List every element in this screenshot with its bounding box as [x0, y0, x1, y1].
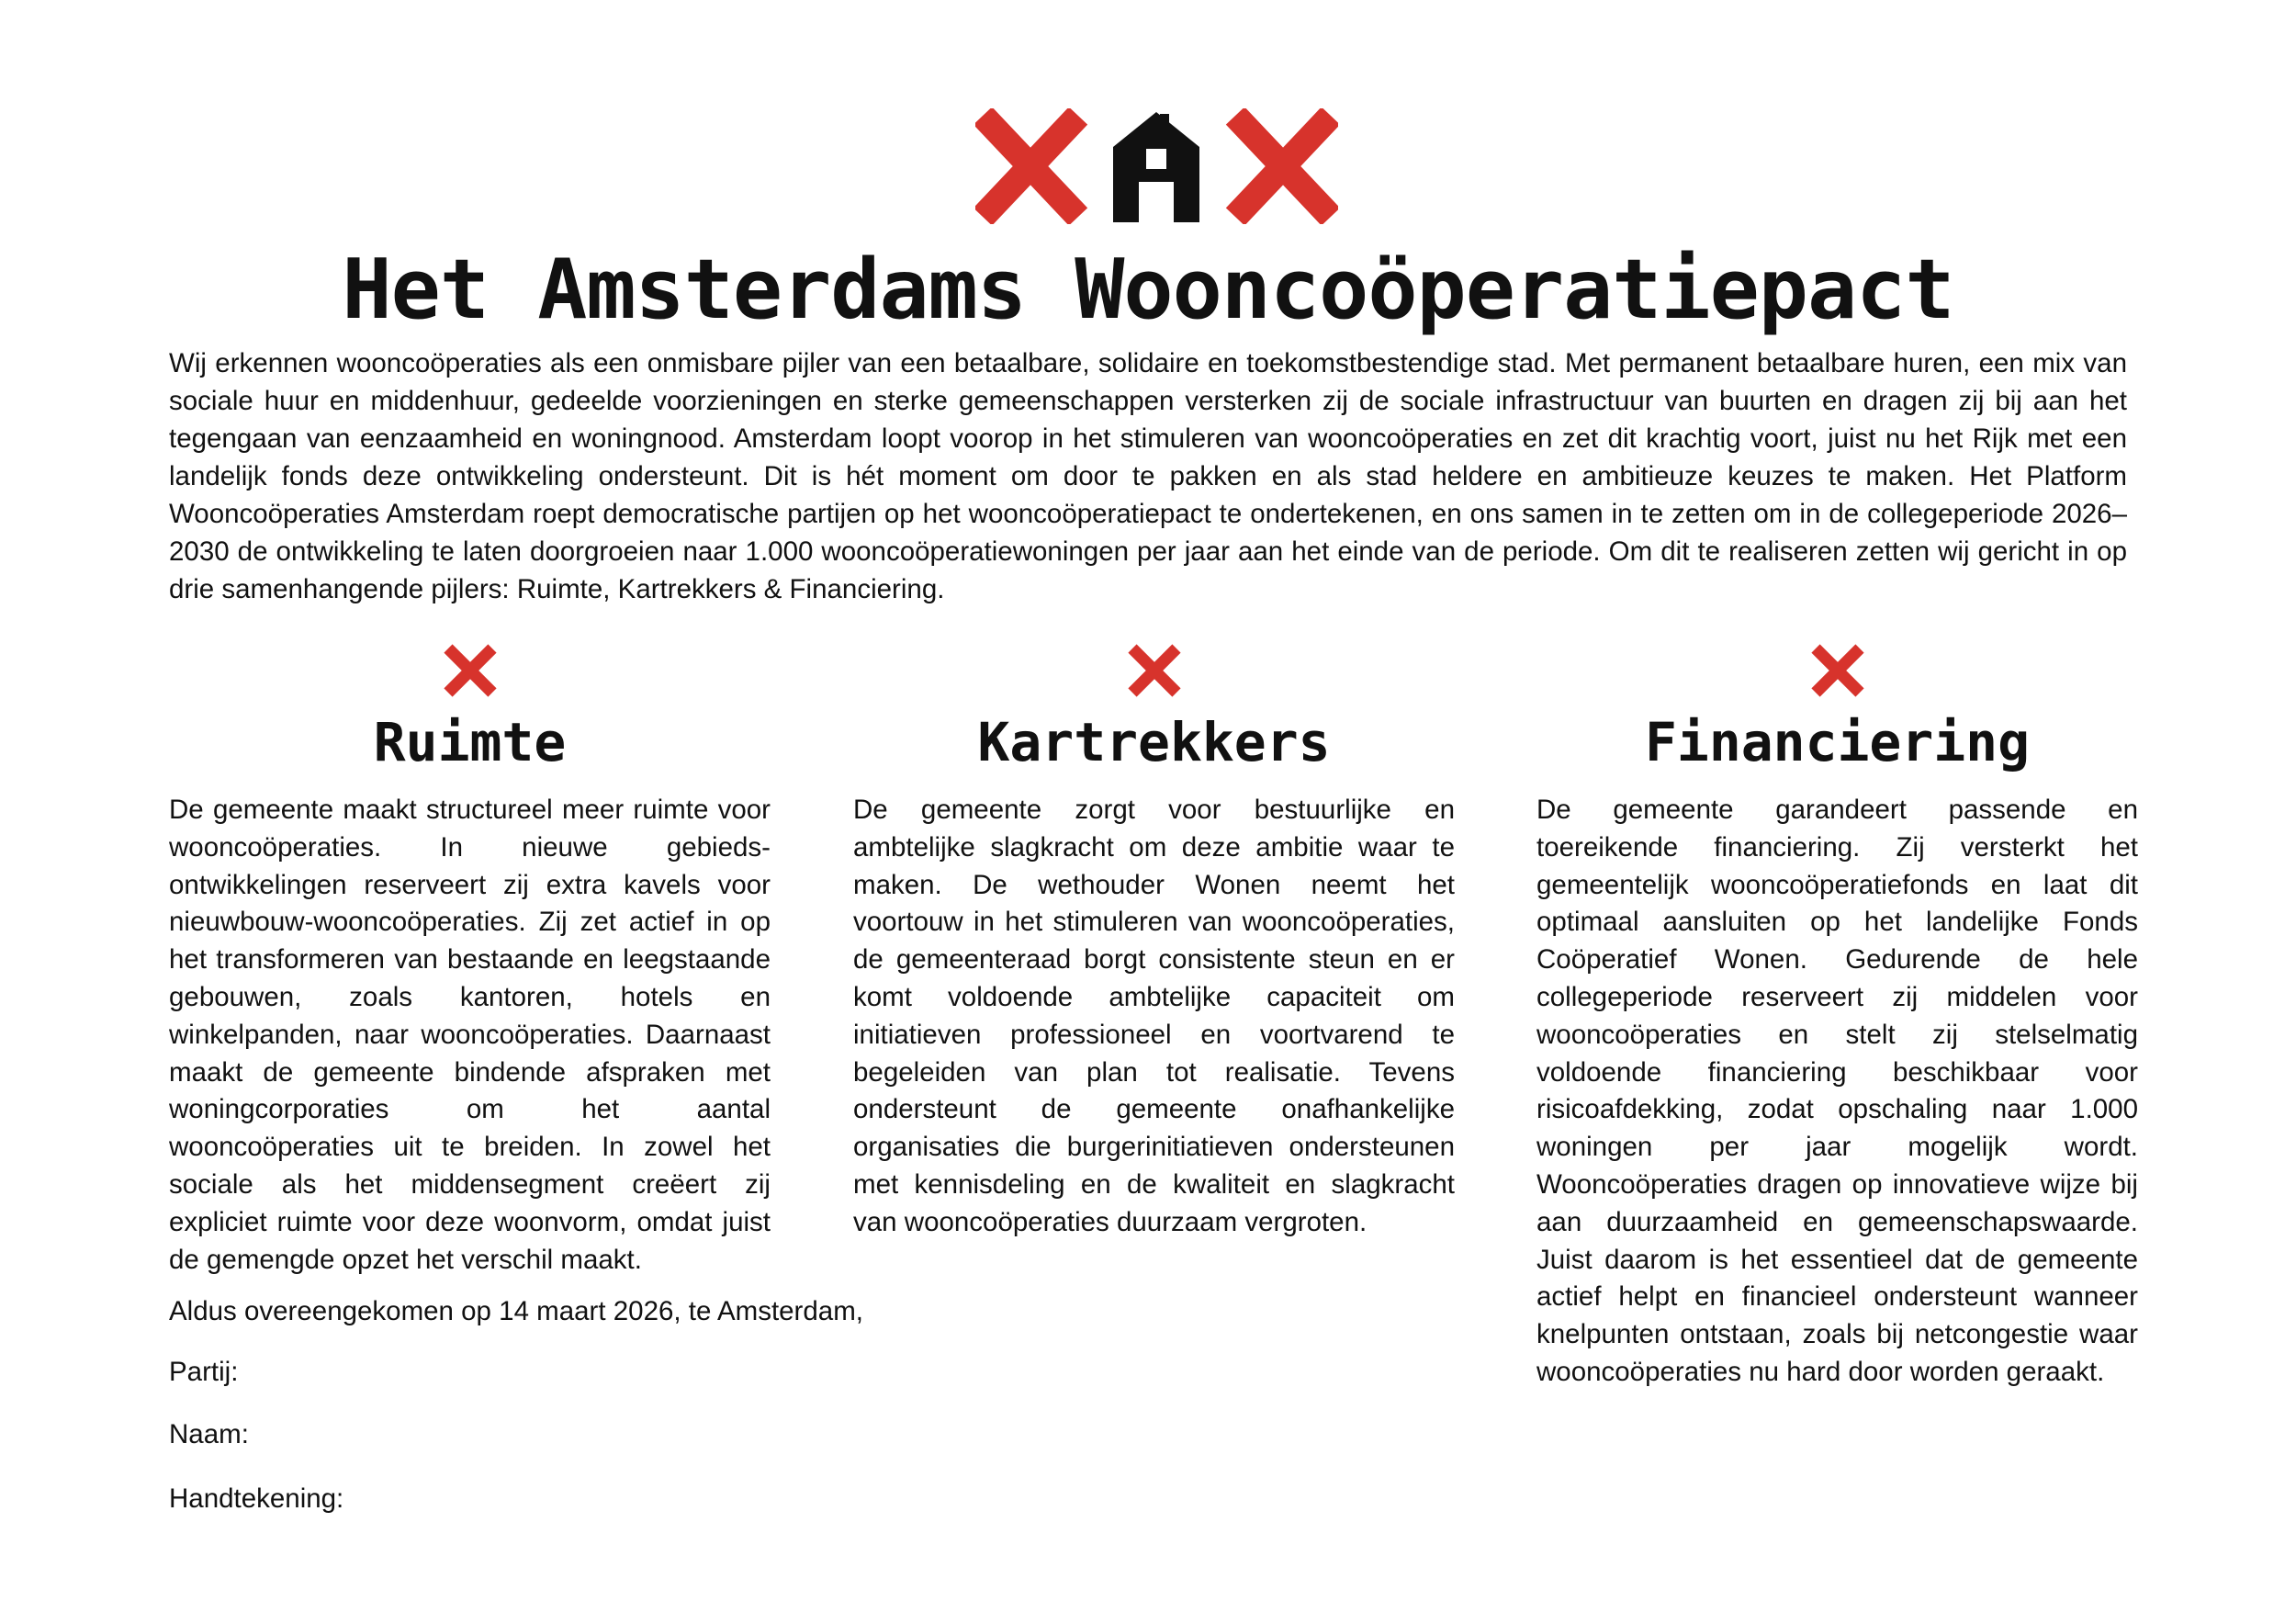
pillar-body: De gemeente garandeert passende en toereikende financiering. Zij versterkt het gemeentelijk wooncoöperatiefonds en laat dit optimaal aansluiten op het landelijke Fonds Coöperatief Wonen. Gedurende de hele collegeperiode reserveert zij middelen voor wooncoöperaties en stelt zij stelselmatig voldoende financiering beschikbaar voor risicoafdekking, zodat opschaling naar 1.000 woningen per jaar mogelijk wordt. Wooncoöperaties dragen op innovatieve wijze bij aan duurzaamheid en gemeenschapswaarde. Juist daarom is het essentieel dat de gemeente actief helpt en financieel ondersteunt wanneer knelpunten ontstaan, zoals bij netcongestie waar wooncoöperaties nu hard door worden geraakt.	[1536, 795, 2138, 1387]
pillar-body: De gemeente zorgt voor bestuurlijke en ambtelijke slagkracht om deze ambitie waar te maken. De wethouder Wonen neemt het voortouw in het stimuleren van wooncoöperaties, de gemeenteraad borgt consistente steun en er komt voldoende ambtelijke capaciteit om initiatieven professioneel en voortvarend te begeleiden van plan tot realisatie. Tevens ondersteunt de gemeente onafhankelijke organisaties die burgerinitiatieven ondersteunen met kennisdeling en de kwaliteit en slagkracht van wooncoöperaties duurzaam vergroten.	[853, 795, 1455, 1237]
pillar-financiering	[1536, 643, 2138, 1392]
logo	[975, 108, 1338, 224]
intro-paragraph: Wij erkennen wooncoöperaties als een onmisbare pijler van een betaalbare, solidaire en toekomstbestendige stad. Met permanent betaalbare huren, een mix van sociale huur en middenhuur, gedeelde voorzieningen en sterke gemeenschappen versterken zij de sociale infrastructuur van buurten en dragen zij bij aan het tegengaan van eenzaamheid en woningnood. Amsterdam loopt voorop in het stimuleren van wooncoöperaties en zet dit krachtig voort, juist nu het Rijk met een landelijk fonds deze ontwikkeling ondersteunt. Dit is hét moment om door te pakken en als stad heldere en ambitieuze keuzes te maken. Het Platform Wooncoöperaties Amsterdam roept democratische partijen op het wooncoöperatiepact te ondertekenen, en ons samen in te zetten om in de collegeperiode 2026–2030 de ontwikkeling te laten doorgroeien naar 1.000 wooncoöperatiewoningen per jaar aan het einde van de periode. Om dit te realiseren zetten wij gericht in op drie samenhangende pijlers: Ruimte, Kartrekkers & Financiering.	[169, 348, 2127, 604]
pillar-kartrekkers	[853, 643, 1455, 1242]
pillar-body: De gemeente maakt structureel meer ruimte voor wooncoöperaties. In nieuwe gebiedsontwikkelingen reserveert zij extra kavels voor nieuwbouw-wooncoöperaties. Zij zet actief in op het transformeren van bestaande en leegstaande gebouwen, zoals kantoren, hotels en winkelpanden, naar wooncoöperaties. Daarnaast maakt de gemeente bindende afspraken met woningcorporaties om het aantal wooncoöperaties uit te breiden. In zowel het sociale als het middensegment creëert zij expliciet ruimte voor deze woonvorm, omdat juist de gemengde opzet het verschil maakt.	[169, 795, 771, 1275]
page-title: Het Amsterdams Wooncoöperatiepact	[342, 242, 1954, 338]
pillar-heading: Ruimte	[373, 711, 567, 773]
cross-icon	[443, 643, 498, 698]
name-label: Naam:	[169, 1419, 249, 1449]
pillar-heading: Financiering	[1644, 711, 2031, 773]
cross-icon	[983, 116, 1078, 217]
house-icon	[1113, 112, 1199, 222]
cross-icon	[1810, 643, 1865, 698]
agreement-line: Aldus overeengekomen op 14 maart 2026, te Amsterdam,	[169, 1296, 863, 1326]
party-label: Partij:	[169, 1357, 239, 1387]
cross-icon	[1127, 643, 1182, 698]
pillar-ruimte	[169, 643, 771, 1279]
cross-icon	[1235, 116, 1331, 217]
pillar-heading: Kartrekkers	[977, 711, 1331, 773]
signature-label: Handtekening:	[169, 1483, 344, 1514]
